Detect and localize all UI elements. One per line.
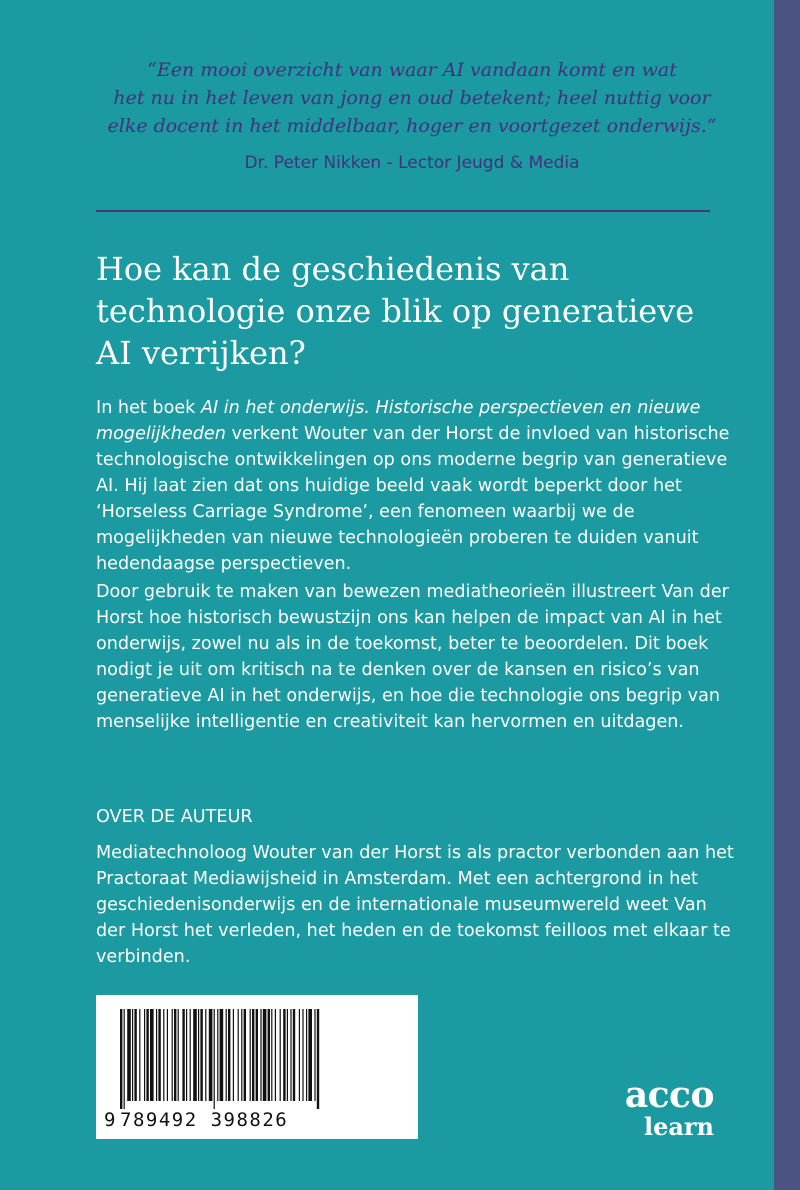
publisher-logo-line1: acco	[624, 1074, 714, 1116]
barcode-bar	[299, 1009, 300, 1101]
publisher-logo	[596, 1076, 714, 1140]
quote-line: “Een mooi overzicht van waar AI vandaan komt en wat	[147, 59, 677, 81]
barcode-bar	[271, 1009, 272, 1101]
endorsement-quote	[60, 56, 764, 140]
intro-paragraph	[96, 395, 736, 577]
quote-attribution: Dr. Peter Nikken - Lector Jeugd & Media	[244, 153, 580, 173]
barcode-bar	[209, 1009, 213, 1101]
barcode-bar	[127, 1009, 131, 1101]
barcode-bar	[174, 1009, 176, 1101]
book-spine	[774, 0, 800, 1190]
barcode-bar	[182, 1009, 184, 1101]
barcode	[96, 995, 418, 1139]
barcode-bar	[233, 1009, 234, 1101]
barcode-bar	[186, 1009, 187, 1101]
headline-line: Hoe kan de geschiedenis van	[96, 250, 570, 288]
second-paragraph: Door gebruik te maken van bewezen mediatheorieën illustreert Van der Horst hoe historisch bewustzijn ons kan helpen de impact van AI in het onderwijs, zowel nu als in de toekomst, beter te beoordelen. Dit boek nodigt je uit om kritisch na te denken over de kansen en risico’s van generatieve AI in het onderwijs, en hoe die technologie ons begrip van menselijke intelligentie en creativiteit kan hervormen en uitdagen.	[96, 582, 729, 732]
barcode-bar	[308, 1009, 312, 1101]
intro-suffix: verkent Wouter van der Horst de invloed van historische technologische ontwikkelingen op ons moderne begrip van generatieve AI. Hij laat zien dat ons huidige beeld vaak wordt beperkt door het ‘Horseless Carriage Syndrome’, een fenomeen waarbij we de mogelijkheden van nieuwe technologieën proberen te duiden vanuit hedendaagse perspectieven.	[96, 424, 730, 574]
publisher-logo-line2: learn	[643, 1112, 714, 1141]
barcode-bars	[120, 1009, 400, 1109]
isbn-number	[96, 1107, 418, 1133]
intro-prefix: In het boek	[96, 398, 201, 418]
barcode-bar	[287, 1009, 288, 1101]
quote-line: het nu in het leven van jong en oud betekent; heel nuttig voor	[113, 87, 711, 109]
barcode-bar	[172, 1009, 173, 1101]
barcode-bar	[260, 1009, 261, 1101]
barcode-bar	[144, 1009, 145, 1101]
barcode-bar	[156, 1009, 157, 1101]
barcode-bar	[134, 1009, 136, 1101]
barcode-bar	[146, 1009, 148, 1101]
barcode-bar	[317, 1009, 319, 1109]
barcode-bar	[163, 1009, 164, 1101]
barcode-bar	[178, 1009, 179, 1101]
barcode-bar	[263, 1009, 267, 1101]
barcode-bar	[120, 1009, 122, 1109]
headline-line: technologie onze blik op generatieve	[96, 292, 695, 330]
headline	[96, 248, 756, 374]
barcode-bar	[238, 1009, 239, 1101]
barcode-bar	[124, 1009, 125, 1109]
barcode-bar	[293, 1009, 295, 1101]
barcode-bar	[158, 1009, 160, 1101]
barcode-bar	[190, 1009, 191, 1101]
isbn-rest-digits: 789492 398826	[120, 1109, 289, 1131]
barcode-bar	[167, 1009, 168, 1101]
author-bio: Mediatechnoloog Wouter van der Horst is als practor verbonden aan het Practoraat Mediawijsheid in Amsterdam. Met een achtergrond in het geschiedenisonderwijs en de internationale museumwereld weet Van der Horst het verleden, het heden en de toekomst feilloos met elkaar te verbinden.	[96, 843, 734, 967]
barcode-bar	[132, 1009, 133, 1101]
barcode-bar	[314, 1009, 315, 1101]
barcode-bar	[275, 1009, 276, 1101]
author-section-title: OVER DE AUTEUR	[96, 807, 253, 827]
barcode-bar	[200, 1009, 202, 1101]
barcode-bar	[226, 1009, 227, 1101]
barcode-bar	[302, 1009, 303, 1101]
barcode-bar	[241, 1009, 242, 1101]
headline-line: AI verrijken?	[96, 334, 306, 372]
barcode-bar	[252, 1009, 254, 1101]
barcode-bar	[193, 1009, 197, 1101]
barcode-bar	[150, 1009, 154, 1101]
barcode-bar	[205, 1009, 206, 1101]
barcode-bar	[217, 1009, 218, 1101]
barcode-bar	[198, 1009, 199, 1101]
barcode-bar	[283, 1009, 285, 1101]
barcode-bar	[244, 1009, 246, 1101]
divider-line	[96, 210, 710, 212]
barcode-bar	[256, 1009, 258, 1101]
barcode-bar	[250, 1009, 251, 1101]
barcode-bar	[306, 1009, 307, 1101]
barcode-bar	[139, 1009, 140, 1101]
barcode-bar	[290, 1009, 291, 1101]
barcode-bar	[280, 1009, 281, 1101]
barcode-bar	[228, 1009, 230, 1101]
quote-line: elke docent in het middelbaar, hoger en voortgezet onderwijs.”	[107, 115, 717, 137]
barcode-bar	[268, 1009, 270, 1101]
barcode-bar	[214, 1009, 215, 1109]
barcode-bar	[220, 1009, 224, 1101]
isbn-first-digit: 9	[104, 1109, 116, 1131]
book-title: AI in het onderwijs. Historische perspectieven en nieuwe mogelijkheden	[96, 398, 701, 444]
